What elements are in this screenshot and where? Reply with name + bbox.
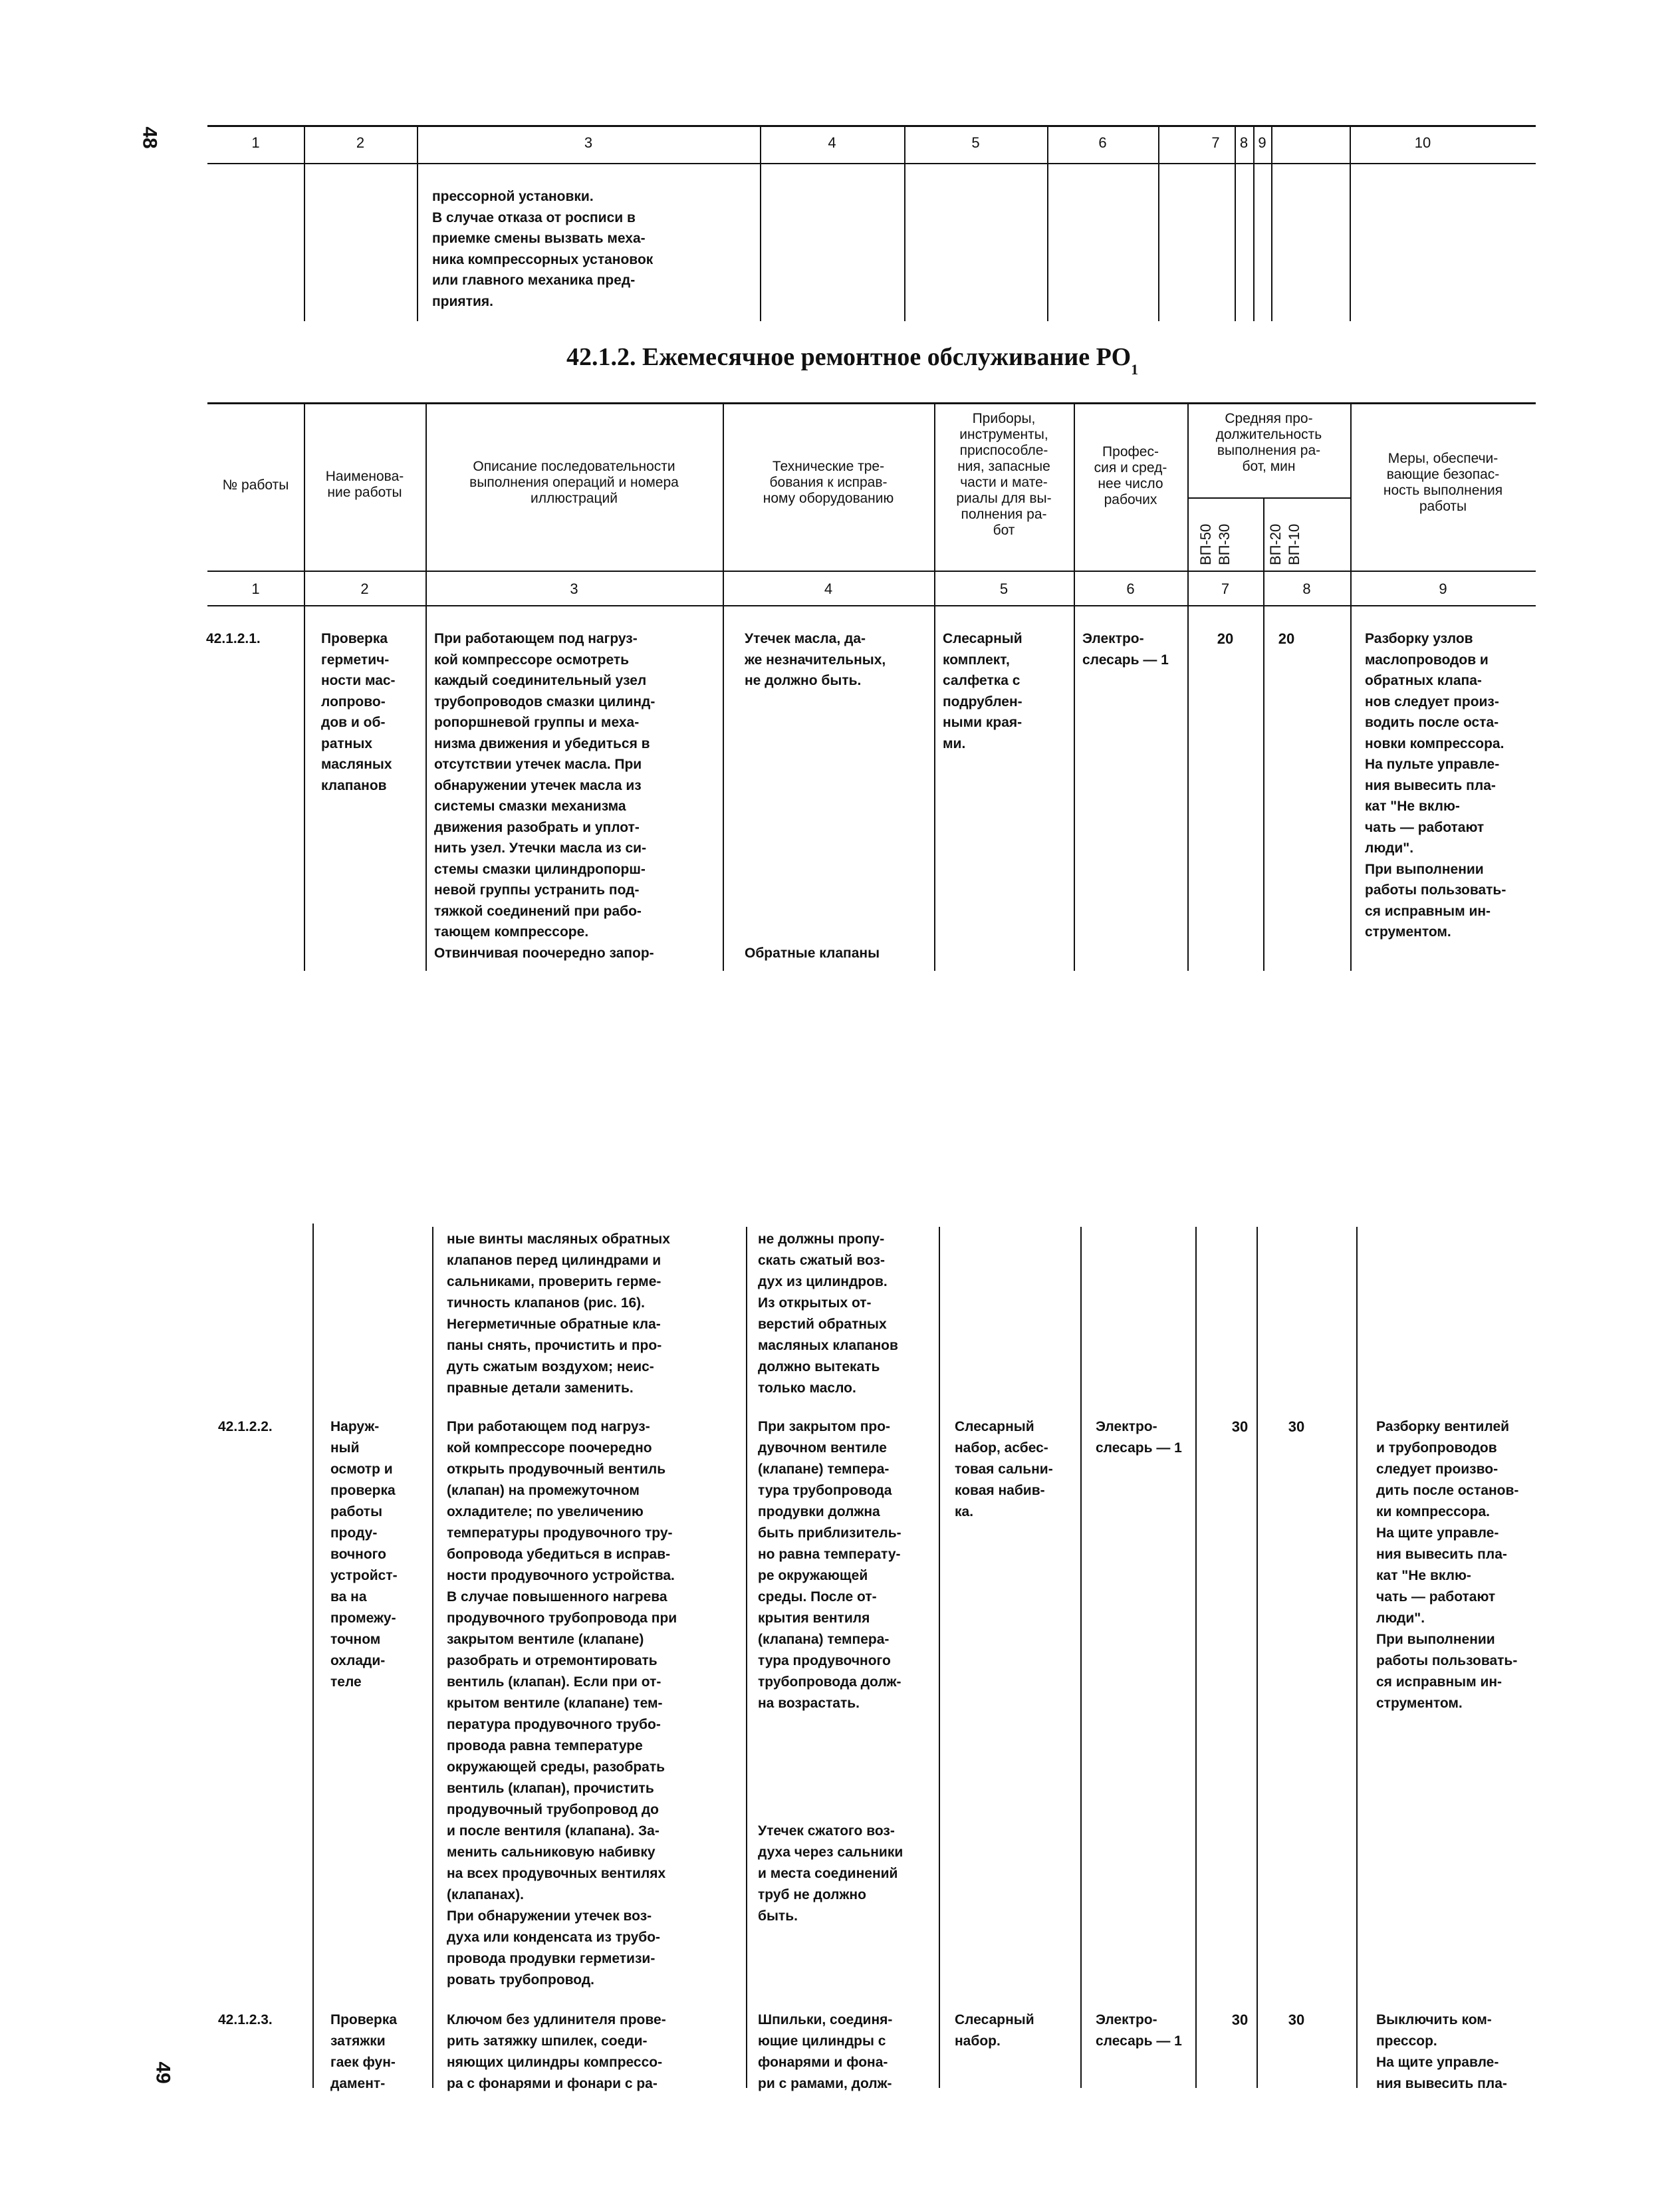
row2-requirements: При закрытом про- дувочном вентиле (клапане) темпера- тура трубопровода продувки должна быть приблизитель- но равна температу- ре окружающей среды. После от- крытия вентиля (клапана) темпера- тура продувочного трубопровода долж- на возрастать. <box>758 1419 901 1711</box>
section-title-text: 42.1.2. Ежемесячное ремонтное обслуживание РО <box>566 343 1132 371</box>
row3-profession: Электро- слесарь — 1 <box>1096 2012 1182 2049</box>
header-safety: Меры, обеспечи- вающие безопас- ность выполнения работы <box>1383 451 1503 514</box>
row1-requirements: Утечек масла, да- же незначительных, не должно быть. <box>745 631 886 688</box>
col-number: 2 <box>360 581 369 597</box>
row3-time-vp20: 30 <box>1288 2011 1305 2028</box>
row2-number: 42.1.2.2. <box>218 1419 273 1434</box>
row2-tools: Слесарный набор, асбес- товая сальни- ковая набив- ка. <box>955 1419 1053 1519</box>
header-vp50-vp30-text: ВП-50 ВП-30 <box>1197 523 1233 565</box>
top-continuation-text: прессорной установки. В случае отказа от росписи в приемке смены вызвать меха- ника компрессорных установок или главного механика пред- приятия. <box>432 189 654 309</box>
row2-description: При работающем под нагруз- кой компрессоре поочередно открыть продувочный вентиль (клапан) на промежуточном охладителе; по увеличению температуры продувочного тру- бопровода убедиться в исправ- ности продувочного устройства. В случае повышенного нагрева продувочного трубопровода при закрытом вентиле (клапане) разобрать и отремонтировать вентиль (клапан). Если при от- крытом вентиле (клапане) тем- пература продувочного трубо- провода равна температуре окружающей среды, разобрать вентиль (клапан), прочистить продувочный трубопровод до и после вентиля (клапана). За- менить сальниковую набивку на всех продувочных вентилях (клапанах). При обнаружении утечек воз- духа или конденсата из трубо- провода продувки герметизи- ровать трубопровод. <box>447 1419 677 1988</box>
header-vp20-vp10-text: ВП-20 ВП-10 <box>1267 523 1302 565</box>
row2-name: Наруж- ный осмотр и проверка работы проду- вочного устройст- ва на промежу- точном охлади- теле <box>330 1419 398 1690</box>
page-number-top: 48 <box>138 126 161 149</box>
row1-safety: Разборку узлов маслопроводов и обратных клапа- нов следует произ- водить после оста- новки компрессора. На пульте управле- ния вывесить пла- кат "Не вклю- чать — работают люди". При выполнении работы пользовать- ся исправным ин- струментом. <box>1365 631 1506 940</box>
row1-time-vp50: 20 <box>1217 630 1234 647</box>
col-number: 9 <box>1439 581 1447 597</box>
top-col-number: 1 <box>251 134 260 151</box>
header-vp50-vp30 <box>1197 524 1234 565</box>
top-col-number: 5 <box>971 134 980 151</box>
row1-profession: Электро- слесарь — 1 <box>1082 631 1169 668</box>
row1-time-vp20: 20 <box>1278 630 1295 647</box>
row1-description-continued: ные винты масляных обратных клапанов перед цилиндрами и сальниками, проверить герме- тичность клапанов (рис. 16). Негерметичные обратные кла- паны снять, прочистить и про- дуть сжатым воздухом; неис- правные детали заменить. <box>447 1231 670 1396</box>
header-vp20-vp10 <box>1266 524 1304 565</box>
page-number-bottom: 49 <box>152 2061 174 2084</box>
col-number: 5 <box>999 581 1009 597</box>
top-col-number: 3 <box>584 134 593 151</box>
col-number: 4 <box>824 581 833 597</box>
col-number: 3 <box>570 581 578 597</box>
header-work-name: Наименова- ние работы <box>325 469 404 500</box>
top-col-number: 6 <box>1098 134 1107 151</box>
row2-time-vp20: 30 <box>1288 1418 1305 1435</box>
col-number: 7 <box>1221 581 1230 597</box>
row3-name: Проверка затяжки гаек фун- дамент- <box>330 2012 398 2091</box>
row3-description: Ключом без удлинителя прове- рить затяжку шпилек, соеди- няющих цилиндры компрессо- ра с фонарями и фонари с ра- <box>447 2012 666 2091</box>
row3-safety: Выключить ком- прессор. На щите управле- ния вывесить пла- <box>1376 2012 1507 2091</box>
row3-tools: Слесарный набор. <box>955 2012 1034 2049</box>
row1-tools: Слесарный комплект, салфетка с подрублен- ными края- ми. <box>943 631 1022 751</box>
header-profession: Профес- сия и сред- нее число рабочих <box>1094 444 1167 507</box>
row3-number: 42.1.2.3. <box>218 2012 273 2027</box>
top-col-number: 4 <box>828 134 836 151</box>
top-col-number: 9 <box>1258 134 1266 151</box>
top-col-number: 8 <box>1239 134 1249 151</box>
header-duration: Средняя про- должительность выполнения ра- бот, мин <box>1215 411 1322 474</box>
section-title-subscript: 1 <box>1131 361 1139 378</box>
row3-time-vp50: 30 <box>1231 2011 1249 2028</box>
col-number: 8 <box>1302 581 1311 597</box>
row3-requirements: Шпильки, соединя- ющие цилиндры с фонарями и фона- ри с рамами, долж- <box>758 2012 893 2091</box>
top-col-number: 10 <box>1414 134 1431 151</box>
header-description: Описание последовательности выполнения операций и номера иллюстраций <box>469 459 679 506</box>
row1-name: Проверка герметич- ности мас- лопрово- дов и об- ратных масляных клапанов <box>321 631 396 793</box>
row2-time-vp50: 30 <box>1231 1418 1249 1435</box>
top-col-number: 2 <box>356 134 365 151</box>
row1-requirements-continued-2: не должны пропу- скать сжатый воз- дух из цилиндров. Из открытых от- верстий обратных масляных клапанов должно вытекать только масло. <box>758 1231 898 1396</box>
row2-requirements-continued: Утечек сжатого воз- духа через сальники и места соединений труб не должно быть. <box>758 1823 903 1924</box>
row1-requirements-continued: Обратные клапаны <box>745 946 880 961</box>
col-number: 1 <box>251 581 260 597</box>
header-requirements: Технические тре- бования к исправ- ному оборудованию <box>763 459 894 506</box>
col-number: 6 <box>1126 581 1135 597</box>
row1-number: 42.1.2.1. <box>206 631 261 646</box>
header-work-number: № работы <box>222 477 289 493</box>
row2-profession: Электро- слесарь — 1 <box>1096 1419 1182 1456</box>
row2-safety: Разборку вентилей и трубопроводов следует произво- дить после останов- ки компрессора. На щите управле- ния вывесить пла- кат "Не вклю- чать — работают люди". При выполнении работы пользовать- ся исправным ин- струментом. <box>1376 1419 1519 1711</box>
section-title <box>566 342 1139 378</box>
header-tools: Приборы, инструменты, приспособле- ния, запасные части и мате- риалы для вы- полнения ра- бот <box>956 411 1052 538</box>
top-col-number: 7 <box>1211 134 1220 151</box>
row1-description: При работающем под нагруз- кой компрессоре осмотреть каждый соединительный узел трубопроводов смазки цилинд- ропоршневой группы и меха- низма движения и убедиться в отсутствии утечек масла. При обнаружении утечек масла из системы смазки механизма движения разобрать и уплот- нить узел. Утечки масла из си- стемы смазки цилиндропорш- невой группы устранить под- тяжкой соединений при рабо- тающем компрессоре. Отвинчивая поочередно запор- <box>434 631 656 961</box>
